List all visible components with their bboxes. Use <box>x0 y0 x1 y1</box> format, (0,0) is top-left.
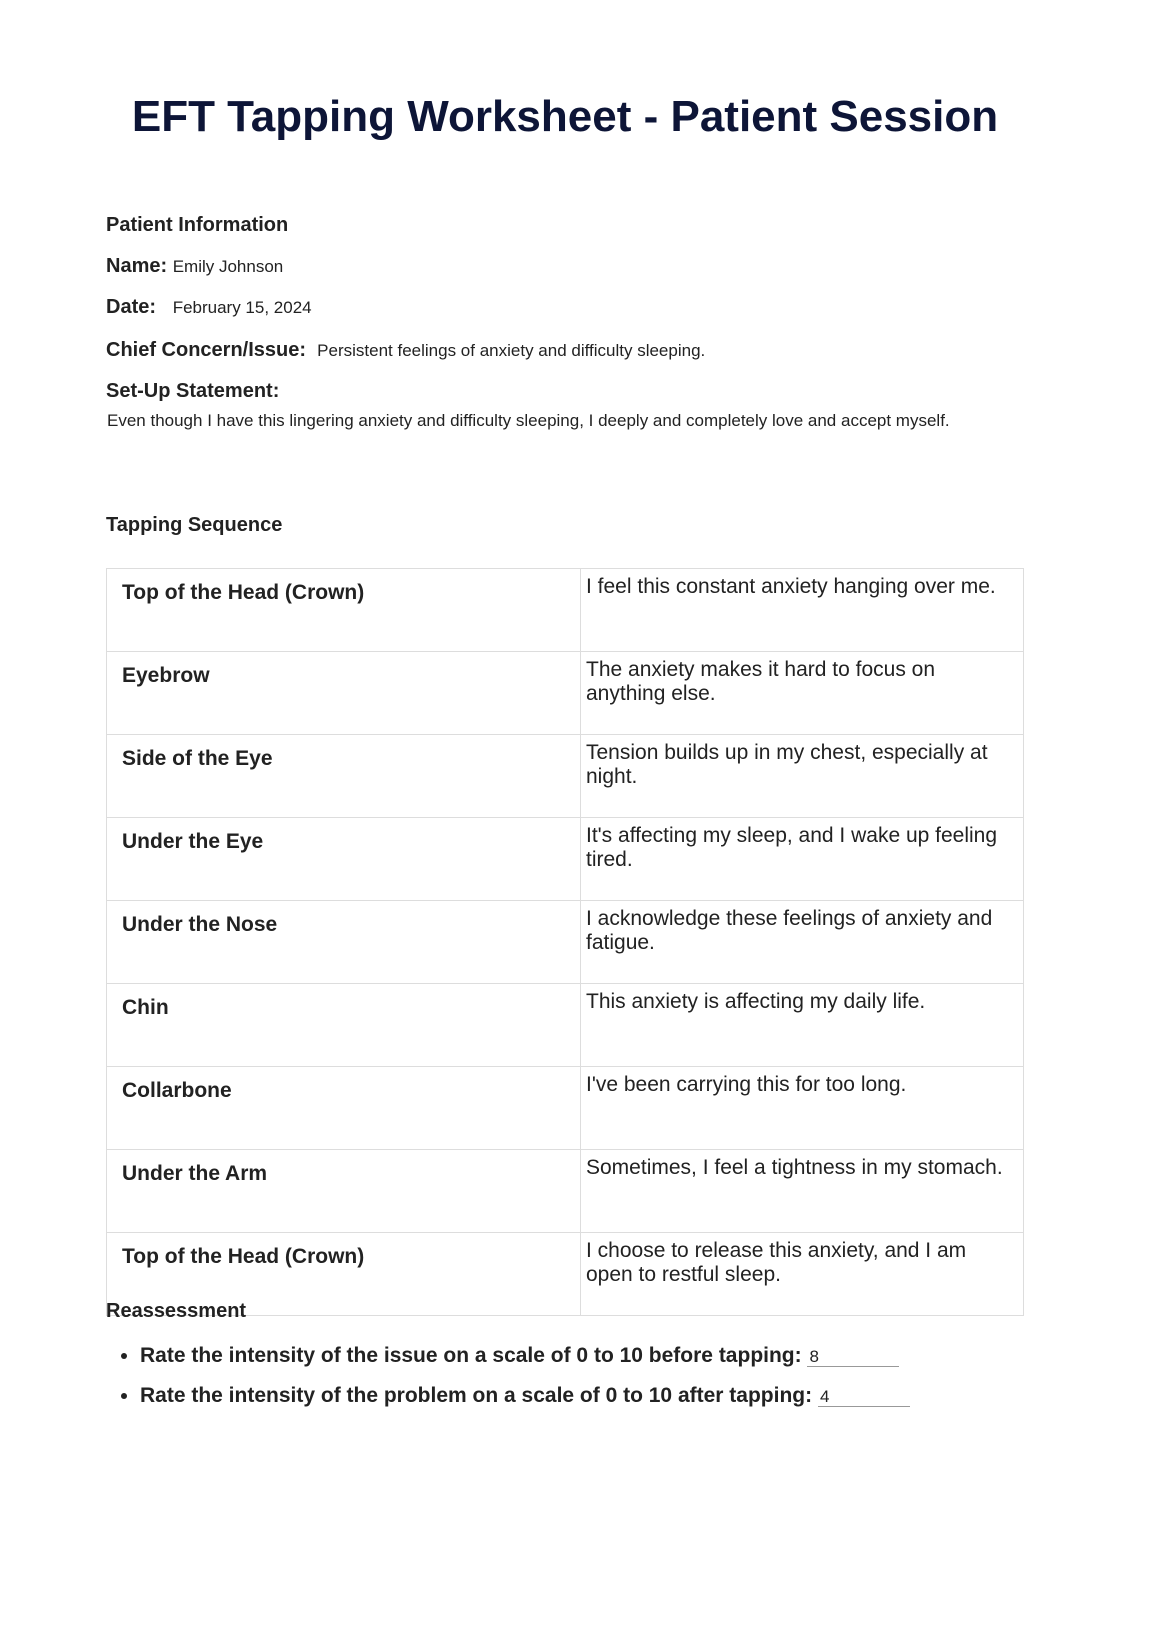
table-row <box>107 1150 1024 1233</box>
tapping-phrase: I acknowledge these feelings of anxiety and fatigue. <box>581 901 1024 984</box>
setup-label: Set-Up Statement: <box>106 380 280 402</box>
table-row <box>107 735 1024 818</box>
reassessment-heading: Reassessment <box>106 1300 247 1322</box>
table-row <box>107 1067 1024 1150</box>
tapping-point: Under the Eye <box>107 818 581 901</box>
tapping-point: Under the Nose <box>107 901 581 984</box>
table-row <box>107 984 1024 1067</box>
tapping-table <box>106 568 1024 1316</box>
page-title: EFT Tapping Worksheet - Patient Session <box>131 92 999 141</box>
tapping-phrase: I feel this constant anxiety hanging over me. <box>581 569 1024 652</box>
tapping-point: Top of the Head (Crown) <box>107 1233 581 1316</box>
tapping-phrase: This anxiety is affecting my daily life. <box>581 984 1024 1067</box>
tapping-point: Under the Arm <box>107 1150 581 1233</box>
date-field <box>106 296 312 319</box>
concern-label: Chief Concern/Issue: <box>106 339 307 361</box>
patient-info-heading: Patient Information <box>106 214 289 236</box>
tapping-point: Side of the Eye <box>107 735 581 818</box>
reassessment-list <box>116 1340 1040 1420</box>
tapping-point: Eyebrow <box>107 652 581 735</box>
tapping-phrase: Sometimes, I feel a tightness in my stomach. <box>581 1150 1024 1233</box>
tapping-point: Collarbone <box>107 1067 581 1150</box>
table-row <box>107 818 1024 901</box>
tapping-phrase: It's affecting my sleep, and I wake up feeling tired. <box>581 818 1024 901</box>
date-label: Date: <box>106 296 157 318</box>
rating-after <box>140 1380 1040 1420</box>
tapping-heading: Tapping Sequence <box>106 514 283 536</box>
date-value: February 15, 2024 <box>172 298 312 317</box>
table-row <box>107 901 1024 984</box>
tapping-phrase: I've been carrying this for too long. <box>581 1067 1024 1150</box>
table-row <box>107 569 1024 652</box>
rating-after-label: Rate the intensity of the problem on a scale of 0 to 10 after tapping: <box>140 1384 813 1407</box>
concern-field <box>106 339 705 362</box>
setup-statement: Even though I have this lingering anxiety and difficulty sleeping, I deeply and completely love and accept myself. <box>107 411 950 430</box>
table-row <box>107 652 1024 735</box>
rating-after-input[interactable]: 4 <box>818 1388 910 1407</box>
rating-before-input[interactable]: 8 <box>807 1348 899 1367</box>
tapping-phrase: The anxiety makes it hard to focus on anything else. <box>581 652 1024 735</box>
name-field <box>106 255 283 278</box>
concern-value: Persistent feelings of anxiety and difficulty sleeping. <box>317 341 706 360</box>
name-label: Name: <box>106 255 168 277</box>
tapping-phrase: Tension builds up in my chest, especially at night. <box>581 735 1024 818</box>
rating-before <box>140 1340 1040 1380</box>
tapping-phrase: I choose to release this anxiety, and I am open to restful sleep. <box>581 1233 1024 1316</box>
rating-before-label: Rate the intensity of the issue on a scale of 0 to 10 before tapping: <box>140 1344 802 1367</box>
tapping-point: Chin <box>107 984 581 1067</box>
tapping-point: Top of the Head (Crown) <box>107 569 581 652</box>
name-value: Emily Johnson <box>172 257 284 276</box>
